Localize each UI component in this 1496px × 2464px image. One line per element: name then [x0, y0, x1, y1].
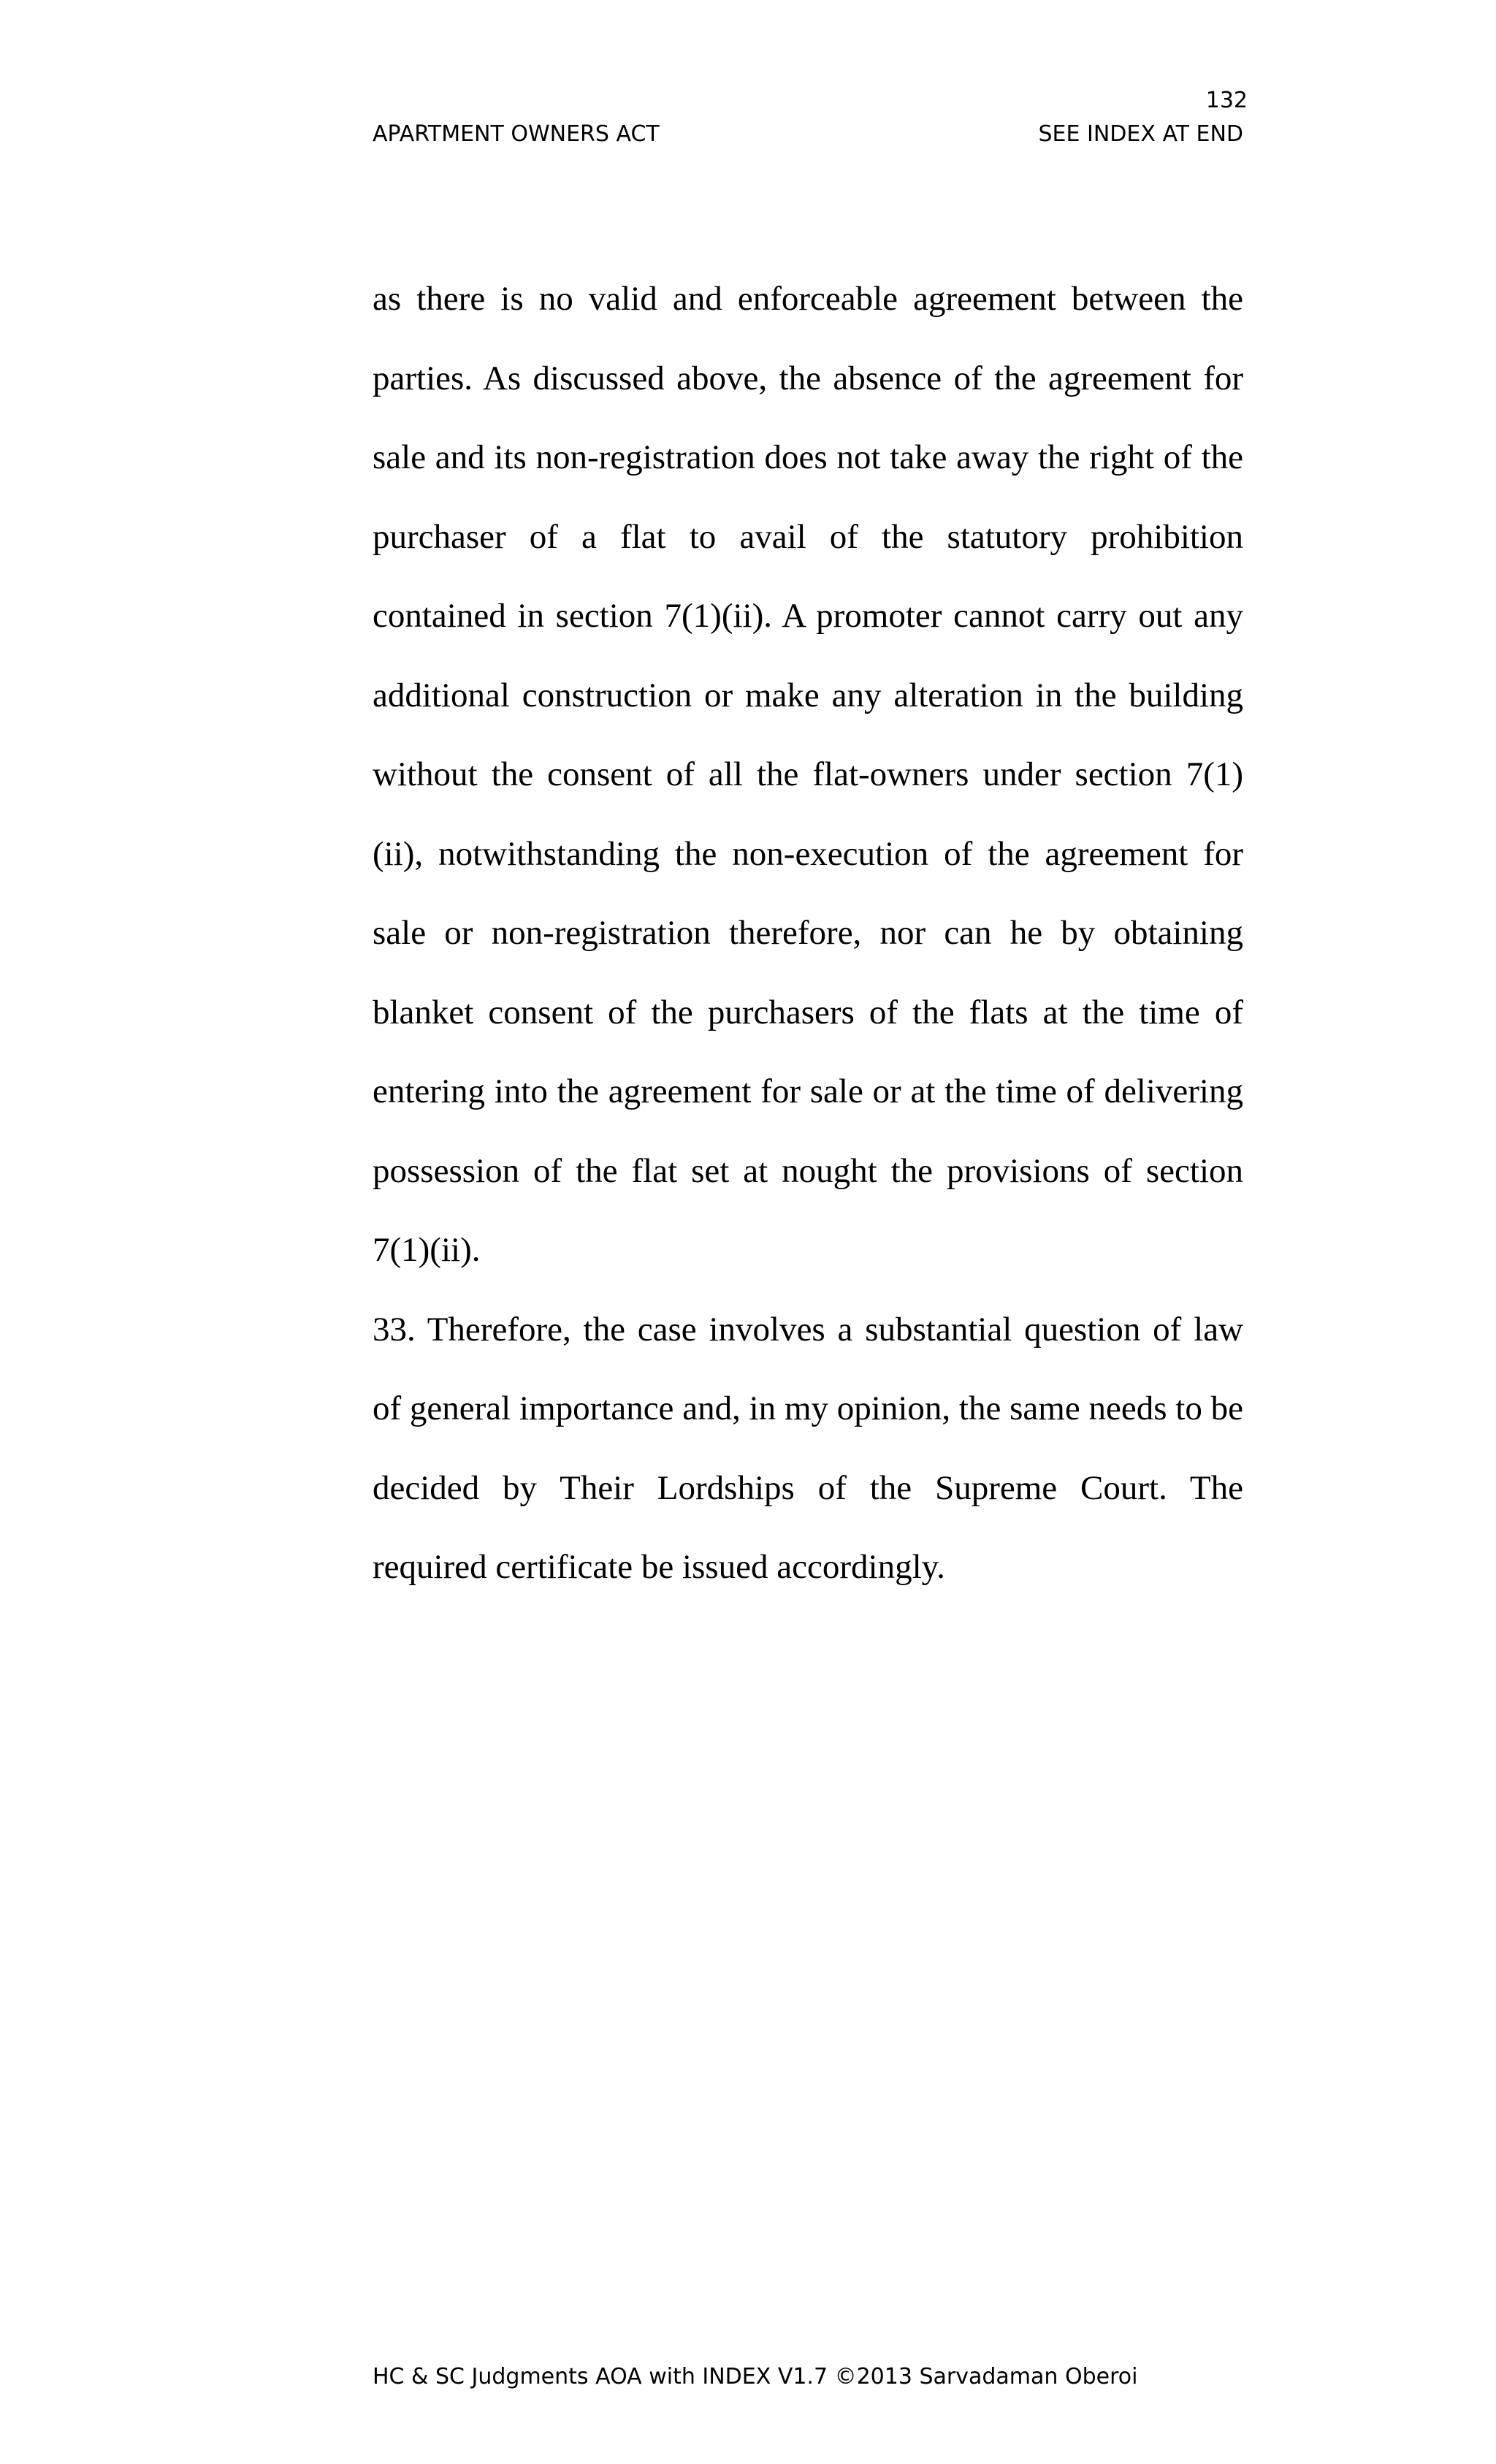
paragraph: 33. Therefore, the case involves a substantial question of law of general importance and, in my opinion, the same needs to be decided by Their Lordships of the Supreme Court. The required certificate be issued accordingly.: [373, 1310, 1243, 1586]
page-footer: HC & SC Judgments AOA with INDEX V1.7 ©2013 Sarvadaman Oberoi: [373, 2364, 1138, 2389]
page-number: 132: [1205, 88, 1248, 113]
header-title: APARTMENT OWNERS ACT: [373, 121, 660, 147]
header-index-note: SEE INDEX AT END: [1038, 121, 1243, 147]
judgment-text: [373, 259, 1243, 1607]
paragraph: as there is no valid and enforceable agreement between the parties. As discussed above, the absence of the agreement for sale and its non-registration does not take away the right of the purchaser of a flat to avail of the statutory prohibition contained in section 7(1)(ii). A promoter cannot carry out any additional construction or make any alteration in the building without the consent of all the flat-owners under section 7(1)(ii), notwithstanding the non-execution of the agreement for sale or non-registration therefore, nor can he by obtaining blanket consent of the purchasers of the flats at the time of entering into the agreement for sale or at the time of delivering possession of the flat set at nought the provisions of section 7(1)(ii).: [373, 280, 1243, 1269]
running-header: [373, 121, 1243, 148]
